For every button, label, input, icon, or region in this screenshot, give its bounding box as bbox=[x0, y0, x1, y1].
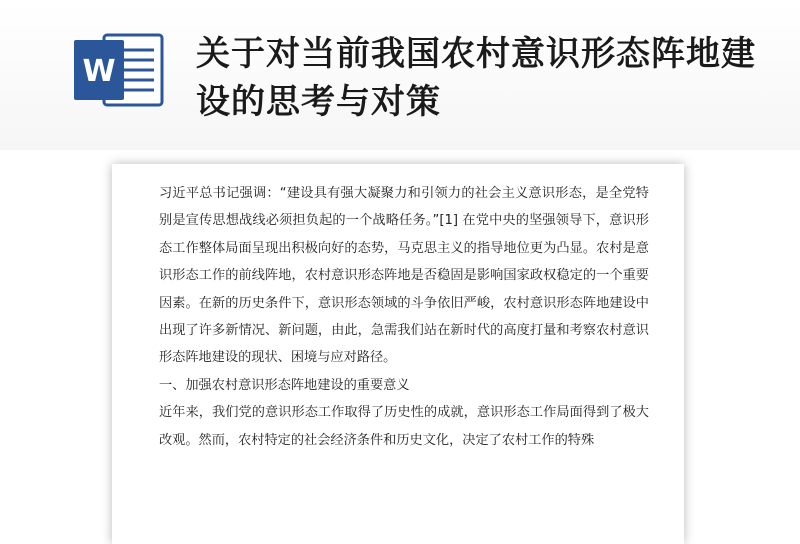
header-banner bbox=[0, 0, 800, 150]
page-title: 关于对当前我国农村意识形态阵地建设的思考与对策 bbox=[196, 34, 756, 122]
document-body bbox=[159, 180, 649, 454]
paragraph-intro: 习近平总书记强调：“建设具有强大凝聚力和引领力的社会主义意识形态，是全党特别是宣传思想战线必须担负起的一个战略任务。”[1] 在党中央的坚强领导下，意识形态工作整体局面呈现出积极向好的态势，马克思主义的指导地位更为凸显。农村是意识形态工作的前线阵地，农村意识形态阵地是否稳固是影响国家政权稳定的一个重要因素。在新的历史条件下，意识形态领域的斗争依旧严峻，农村意识形态阵地建设中出现了许多新情况、新问题，由此，急需我们站在新时代的高度打量和考察农村意识形态阵地建设的现状、困境与应对路径。 bbox=[159, 186, 649, 366]
word-document-icon bbox=[74, 32, 164, 108]
logo-letter: W bbox=[82, 54, 116, 89]
section-heading: 一、加强农村意识形态阵地建设的重要意义 bbox=[159, 377, 410, 393]
document-page bbox=[112, 164, 684, 544]
paragraph-body: 近年来，我们党的意识形态工作取得了历史性的成就，意识形态工作局面得到了极大改观。然而，农村特定的社会经济条件和历史文化，决定了农村工作的特殊 bbox=[159, 405, 649, 448]
